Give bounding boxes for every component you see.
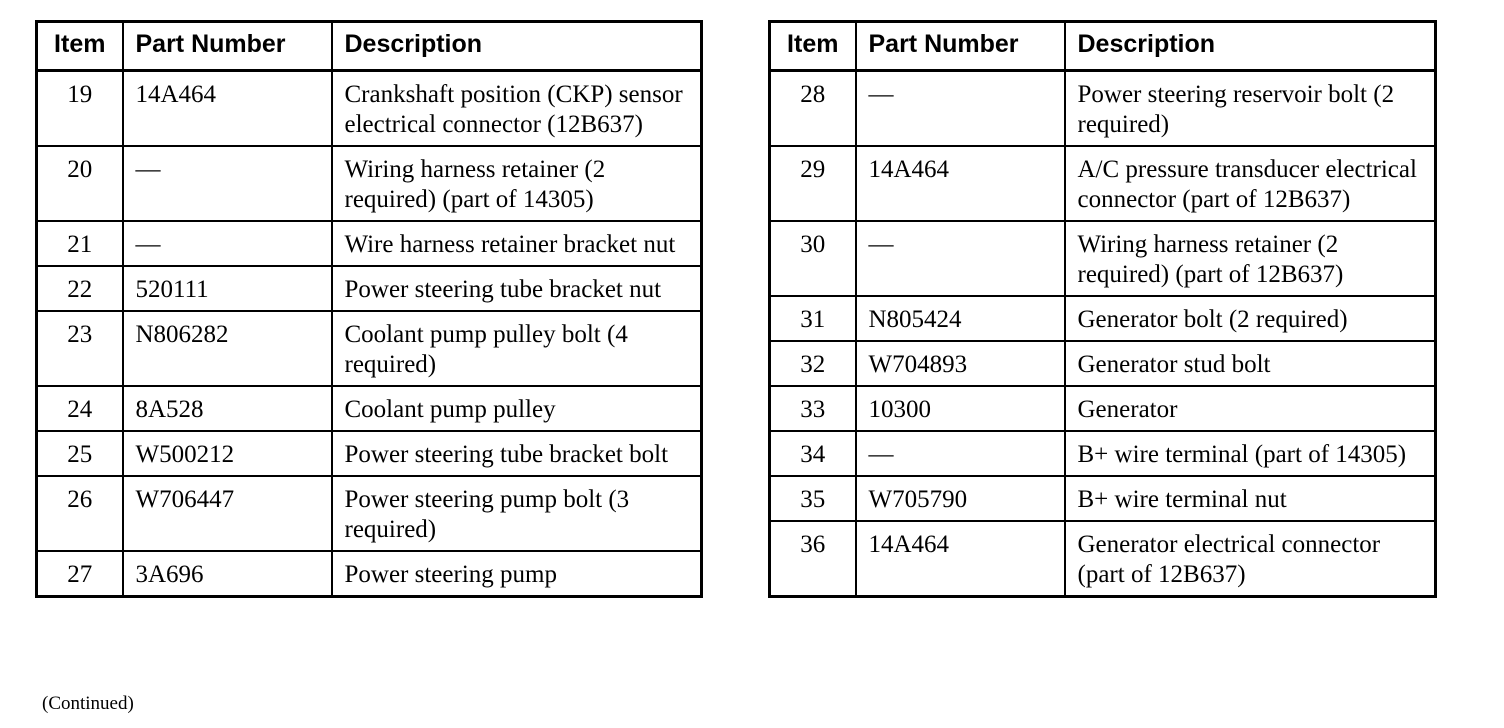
item-cell: 31 xyxy=(770,296,856,341)
part-number-cell: — xyxy=(856,71,1065,147)
part-number-cell: W705790 xyxy=(856,476,1065,521)
item-cell: 26 xyxy=(37,476,123,551)
part-number-cell: W706447 xyxy=(123,476,332,551)
description-cell: Power steering tube bracket nut xyxy=(332,266,702,311)
table-row xyxy=(770,476,1436,521)
item-cell: 21 xyxy=(37,221,123,266)
header-row xyxy=(770,22,1436,71)
item-cell: 25 xyxy=(37,431,123,476)
part-number-cell: 14A464 xyxy=(856,146,1065,221)
description-cell: Generator electrical connector (part of 12B637) xyxy=(1065,521,1436,597)
part-number-cell: N806282 xyxy=(123,311,332,386)
description-cell: Wiring harness retainer (2 required) (part of 12B637) xyxy=(1065,221,1436,296)
item-cell: 22 xyxy=(37,266,123,311)
header-part-number: Part Number xyxy=(123,22,332,71)
item-cell: 32 xyxy=(770,341,856,386)
item-cell: 29 xyxy=(770,146,856,221)
item-cell: 24 xyxy=(37,386,123,431)
continued-note: (Continued) xyxy=(42,693,134,714)
header-item: Item xyxy=(37,22,123,71)
item-cell: 34 xyxy=(770,431,856,476)
description-cell: Generator xyxy=(1065,386,1436,431)
table-row xyxy=(37,221,702,266)
item-cell: 23 xyxy=(37,311,123,386)
table-row xyxy=(37,146,702,221)
description-cell: Power steering pump bolt (3 required) xyxy=(332,476,702,551)
item-cell: 35 xyxy=(770,476,856,521)
table-row xyxy=(770,221,1436,296)
part-number-cell: 14A464 xyxy=(856,521,1065,597)
part-number-cell: — xyxy=(856,221,1065,296)
description-cell: Generator bolt (2 required) xyxy=(1065,296,1436,341)
item-cell: 27 xyxy=(37,551,123,597)
part-number-cell: — xyxy=(856,431,1065,476)
part-number-cell: 3A696 xyxy=(123,551,332,597)
table-row xyxy=(37,71,702,147)
description-cell: B+ wire terminal nut xyxy=(1065,476,1436,521)
description-cell: B+ wire terminal (part of 14305) xyxy=(1065,431,1436,476)
table-row xyxy=(770,386,1436,431)
item-cell: 36 xyxy=(770,521,856,597)
part-number-cell: — xyxy=(123,146,332,221)
header-item: Item xyxy=(770,22,856,71)
table-row xyxy=(37,311,702,386)
description-cell: A/C pressure transducer electrical connector (part of 12B637) xyxy=(1065,146,1436,221)
item-cell: 30 xyxy=(770,221,856,296)
header-description: Description xyxy=(1065,22,1436,71)
description-cell: Power steering tube bracket bolt xyxy=(332,431,702,476)
item-cell: 28 xyxy=(770,71,856,147)
table-row xyxy=(37,266,702,311)
header-part-number: Part Number xyxy=(856,22,1065,71)
part-number-cell: W704893 xyxy=(856,341,1065,386)
item-cell: 20 xyxy=(37,146,123,221)
header-row xyxy=(37,22,702,71)
parts-table-left xyxy=(35,20,703,598)
table-row xyxy=(770,521,1436,597)
part-number-cell: — xyxy=(123,221,332,266)
description-cell: Coolant pump pulley bolt (4 required) xyxy=(332,311,702,386)
table-row xyxy=(37,476,702,551)
description-cell: Generator stud bolt xyxy=(1065,341,1436,386)
description-cell: Wiring harness retainer (2 required) (part of 14305) xyxy=(332,146,702,221)
part-number-cell: W500212 xyxy=(123,431,332,476)
table-row xyxy=(770,296,1436,341)
part-number-cell: 8A528 xyxy=(123,386,332,431)
table-row xyxy=(770,431,1436,476)
description-cell: Power steering pump xyxy=(332,551,702,597)
item-cell: 19 xyxy=(37,71,123,147)
part-number-cell: N805424 xyxy=(856,296,1065,341)
part-number-cell: 520111 xyxy=(123,266,332,311)
table-row xyxy=(37,386,702,431)
table-row xyxy=(770,146,1436,221)
table-row xyxy=(37,431,702,476)
table-row xyxy=(37,551,702,597)
description-cell: Wire harness retainer bracket nut xyxy=(332,221,702,266)
table-row xyxy=(770,71,1436,147)
description-cell: Power steering reservoir bolt (2 required) xyxy=(1065,71,1436,147)
description-cell: Coolant pump pulley xyxy=(332,386,702,431)
part-number-cell: 10300 xyxy=(856,386,1065,431)
part-number-cell: 14A464 xyxy=(123,71,332,147)
header-description: Description xyxy=(332,22,702,71)
parts-table-right xyxy=(768,20,1437,598)
table-row xyxy=(770,341,1436,386)
item-cell: 33 xyxy=(770,386,856,431)
description-cell: Crankshaft position (CKP) sensor electrical connector (12B637) xyxy=(332,71,702,147)
